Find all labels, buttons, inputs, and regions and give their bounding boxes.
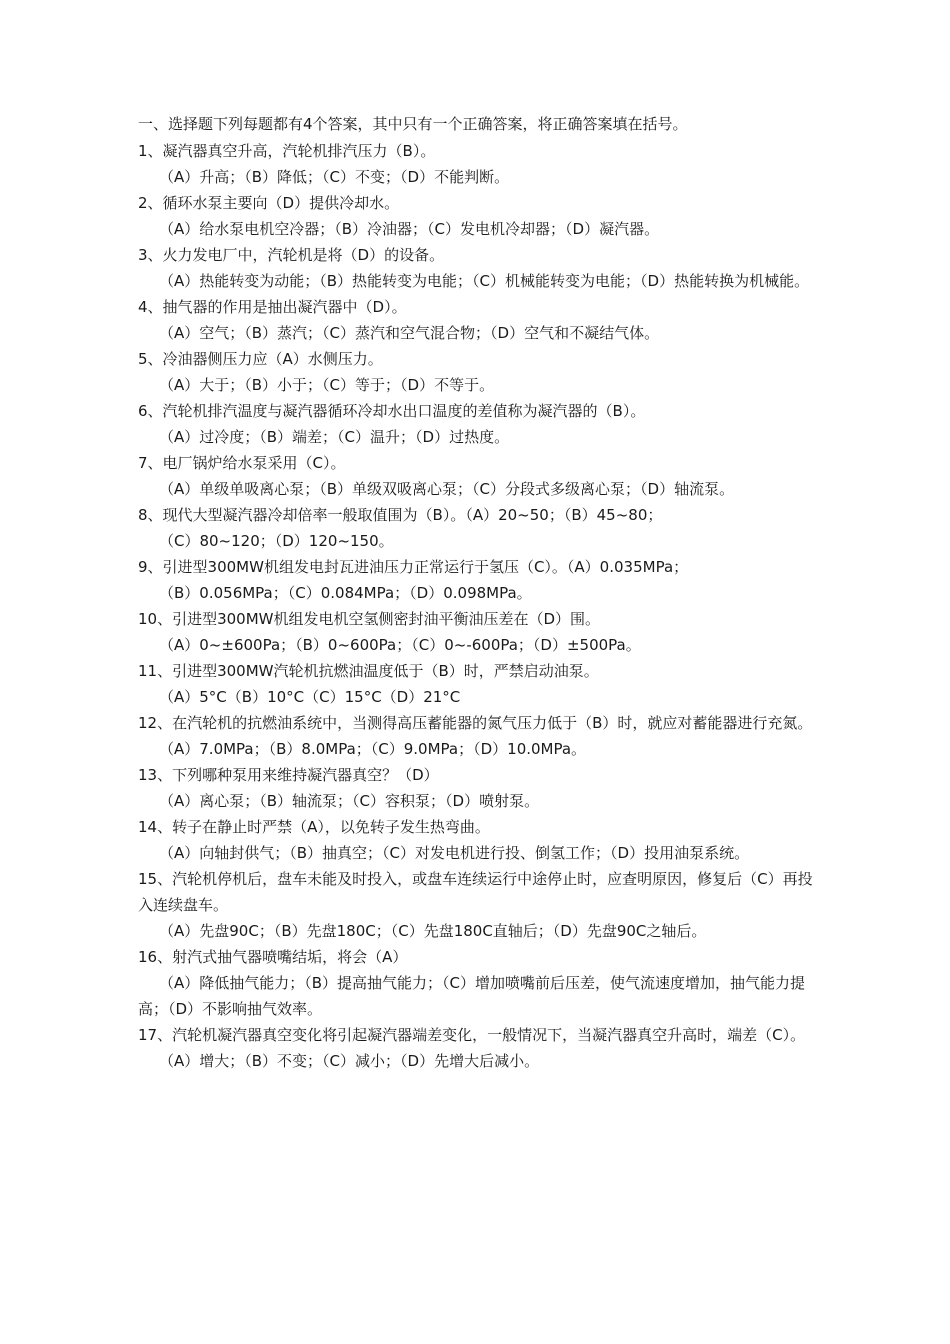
question-options: （A）热能转变为动能；（B）热能转变为电能；（C）机械能转变为电能；（D）热能转换为机械能。 [159, 272, 810, 290]
question-stem: 7、电厂锅炉给水泵采用（C）。 [138, 454, 346, 472]
question-item [138, 502, 814, 554]
question-stem: 16、射汽式抽气器喷嘴结垢，将会（A） [138, 948, 408, 966]
question-item [138, 710, 814, 762]
question-stem: 6、汽轮机排汽温度与凝汽器循环冷却水出口温度的差值称为凝汽器的（B）。 [138, 402, 646, 420]
question-options: （A）空气；（B）蒸汽；（C）蒸汽和空气混合物；（D）空气和不凝结气体。 [159, 324, 660, 342]
question-options: （A）升高；（B）降低；（C）不变；（D）不能判断。 [159, 168, 510, 186]
question-stem: 11、引进型300MW汽轮机抗燃油温度低于（B）时，严禁启动油泵。 [138, 662, 599, 680]
question-stem: 10、引进型300MW机组发电机空氢侧密封油平衡油压差在（D）围。 [138, 610, 601, 628]
question-options: （A）5°C（B）10°C（C）15°C（D）21°C [159, 688, 461, 706]
question-options: （A）7.0MPa；（B）8.0MPa；（C）9.0MPa；（D）10.0MPa。 [159, 740, 587, 758]
section-heading: 一、选择题下列每题都有4个答案，其中只有一个正确答案，将正确答案填在括号。 [138, 115, 688, 133]
question-item [138, 944, 814, 1022]
question-item [138, 866, 814, 944]
question-stem: 14、转子在静止时严禁（A），以免转子发生热弯曲。 [138, 818, 490, 836]
question-options: （A）0~±600Pa；（B）0~600Pa；（C）0~-600Pa；（D）±500Pa。 [159, 636, 641, 654]
question-stem: 12、在汽轮机的抗燃油系统中，当测得高压蓄能器的氮气压力低于（B）时，就应对蓄能器进行充氮。 [138, 714, 813, 732]
question-options: （A）降低抽气能力；（B）提高抽气能力；（C）增加喷嘴前后压差，使气流速度增加，抽气能力提高；（D）不影响抽气效率。 [138, 974, 806, 1018]
question-stem: 1、凝汽器真空升高，汽轮机排汽压力（B）。 [138, 142, 436, 160]
question-item [138, 398, 814, 450]
question-stem: 9、引进型300MW机组发电封瓦进油压力正常运行于氢压（C）。（A）0.035MPa； [138, 558, 689, 576]
question-item [138, 138, 814, 190]
question-item [138, 242, 814, 294]
question-options: （A）先盘90C；（B）先盘180C；（C）先盘180C直轴后；（D）先盘90C之轴后。 [159, 922, 707, 940]
question-options: （A）过冷度；（B）端差；（C）温升；（D）过热度。 [159, 428, 510, 446]
question-item [138, 294, 814, 346]
question-item [138, 814, 814, 866]
question-item [138, 554, 814, 606]
question-stem: 5、冷油器侧压力应（A）水侧压力。 [138, 350, 383, 368]
question-options: （A）大于；（B）小于；（C）等于；（D）不等于。 [159, 376, 495, 394]
question-item [138, 762, 814, 814]
question-item [138, 450, 814, 502]
question-options: （A）增大；（B）不变；（C）减小；（D）先增大后减小。 [159, 1052, 540, 1070]
question-options: （A）单级单吸离心泵；（B）单级双吸离心泵；（C）分段式多级离心泵；（D）轴流泵。 [159, 480, 735, 498]
question-options: （A）离心泵；（B）轴流泵；（C）容积泵；（D）喷射泵。 [159, 792, 540, 810]
question-stem: 3、火力发电厂中，汽轮机是将（D）的设备。 [138, 246, 445, 264]
question-item [138, 658, 814, 710]
question-stem: 2、循环水泵主要向（D）提供冷却水。 [138, 194, 400, 212]
question-stem: 4、抽气器的作用是抽出凝汽器中（D）。 [138, 298, 407, 316]
question-stem: 13、下列哪种泵用来维持凝汽器真空？（D） [138, 766, 439, 784]
question-options: （A）向轴封供气；（B）抽真空；（C）对发电机进行投、倒氢工作；（D）投用油泵系统。 [159, 844, 750, 862]
question-options: （B）0.056MPa；（C）0.084MPa；（D）0.098MPa。 [159, 584, 532, 602]
question-stem: 17、汽轮机凝汽器真空变化将引起凝汽器端差变化，一般情况下，当凝汽器真空升高时，端差（C）。 [138, 1026, 806, 1044]
question-list [138, 138, 814, 1074]
question-item [138, 1022, 814, 1074]
question-item [138, 606, 814, 658]
document-page [138, 112, 814, 1074]
question-stem: 15、汽轮机停机后，盘车未能及时投入，或盘车连续运行中途停止时，应查明原因，修复后（C）再投入连续盘车。 [138, 870, 813, 914]
question-item [138, 190, 814, 242]
question-item [138, 346, 814, 398]
question-stem: 8、现代大型凝汽器冷却倍率一般取值围为（B）。（A）20~50；（B）45~80； [138, 506, 663, 524]
question-options: （A）给水泵电机空冷器；（B）冷油器；（C）发电机冷却器；（D）凝汽器。 [159, 220, 660, 238]
question-options: （C）80~120；（D）120~150。 [159, 532, 394, 550]
